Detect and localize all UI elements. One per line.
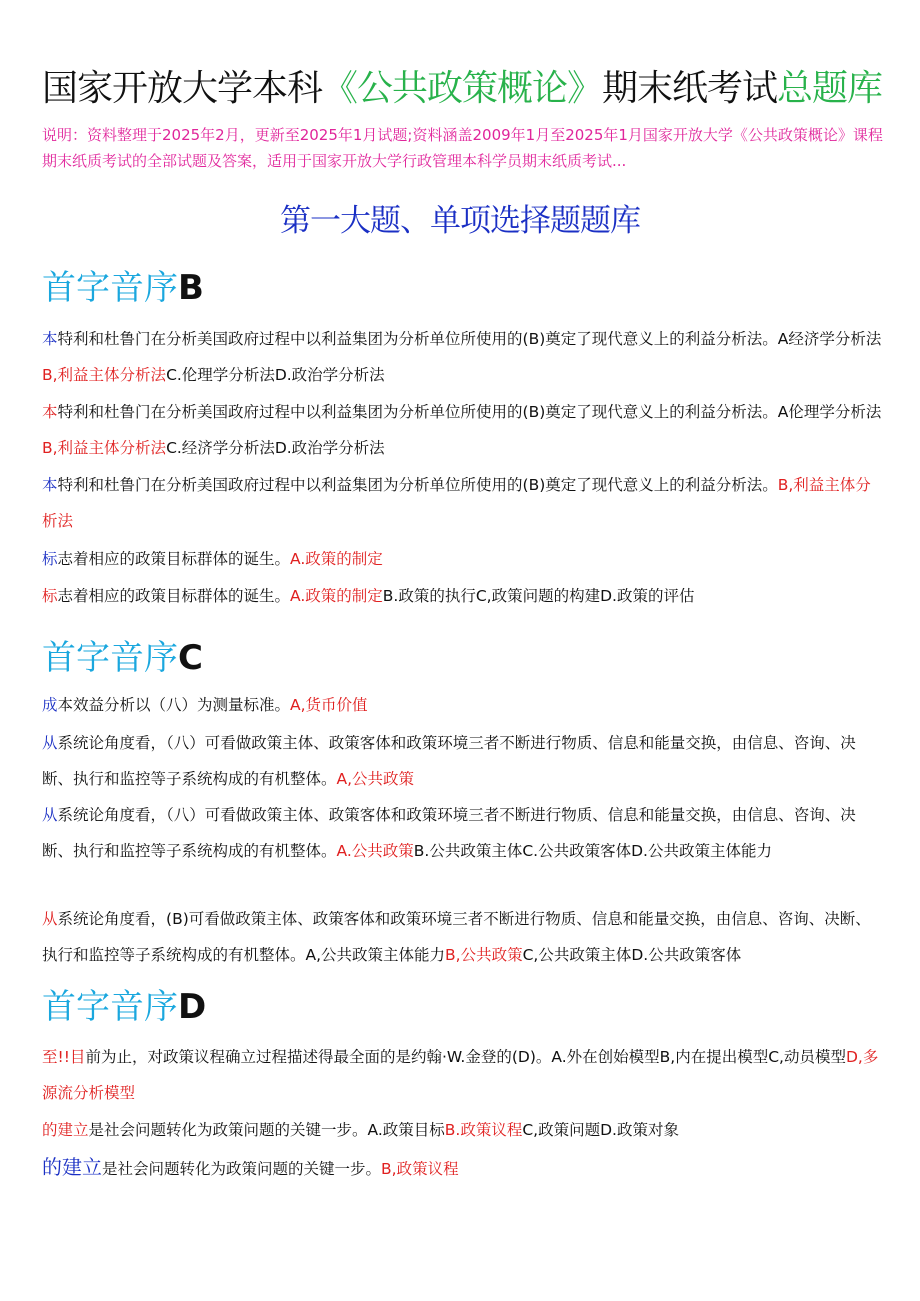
question-lead: 的建立 (42, 1121, 89, 1139)
question-text: 系统论角度看，（八）可看做政策主体、政策客体和政策环境三者不断进行物质、信息和能量交换，由信息、咨询、决断、执行和监控等子系统构成的有机整体。 (42, 734, 856, 788)
question-text: 本效益分析以（八）为测量标准。 (57, 696, 291, 714)
title-mid: 期末纸考试 (602, 68, 778, 109)
group-label: 首字音序 (42, 638, 178, 678)
question-answer: B,利益主体分析法 (42, 366, 167, 384)
question-rest: C.经济学分析法D.政治学分析法 (166, 439, 385, 457)
group-label: 首字音序 (42, 268, 178, 308)
question-item (42, 321, 882, 393)
question-answer: A,公共政策 (336, 770, 415, 788)
question-rest: C,公共政策主体D.公共政策客体 (522, 946, 742, 964)
question-answer: A.公共政策 (336, 842, 414, 860)
question-rest: B.政策的执行C,政策问题的构建D.政策的评估 (382, 587, 695, 605)
title-course: 《公共政策概论》 (322, 68, 603, 109)
group-letter: C (178, 638, 203, 678)
question-text: 是社会问题转化为政策问题的关键一步。 (102, 1160, 382, 1178)
question-item (42, 797, 882, 869)
question-item (42, 1112, 882, 1148)
question-answer: D,多源流分析模型 (42, 1048, 879, 1102)
question-item (42, 394, 882, 466)
question-rest: B.公共政策主体C.公共政策客体D.公共政策主体能力 (413, 842, 772, 860)
question-lead: 标 (42, 587, 58, 605)
question-answer: B,政策议程 (381, 1160, 459, 1178)
question-answer: B,利益主体分析法 (42, 476, 871, 530)
question-answer: A.政策的制定 (290, 550, 383, 568)
question-lead: 至!!目 (42, 1048, 86, 1066)
question-text: 特利和杜鲁门在分析美国政府过程中以利益集团为分析单位所使用的(B)奠定了现代意义上的利益分析法。A经济学分析法 (57, 330, 882, 348)
question-rest: C.伦理学分析法D.政治学分析法 (166, 366, 385, 384)
question-item (42, 901, 882, 973)
question-lead: 从 (42, 734, 58, 752)
group-heading-c (42, 636, 203, 680)
question-text: 志着相应的政策目标群体的诞生。 (57, 587, 291, 605)
question-lead: 成 (42, 696, 58, 714)
question-text: 系统论角度看，(B)可看做政策主体、政策客体和政策环境三者不断进行物质、信息和能量交换，由信息、咨询、决断、执行和监控等子系统构成的有机整体。A,公共政策主体能力 (42, 910, 871, 964)
document-title (42, 66, 902, 112)
group-letter: B (178, 268, 204, 308)
question-text: 特利和杜鲁门在分析美国政府过程中以利益集团为分析单位所使用的(B)奠定了现代意义上的利益分析法。A伦理学分析法 (57, 403, 882, 421)
description-note: 说明：资料整理于2025年2月，更新至2025年1月试题;资料涵盖2009年1月至2025年1月国家开放大学《公共政策概论》课程期末纸质考试的全部试题及答案，适用于国家开放大学行政管理本科学员期末纸质考试... (42, 126, 883, 170)
question-item (42, 541, 882, 577)
question-answer: B.政策议程 (444, 1121, 523, 1139)
question-item (42, 725, 882, 797)
question-lead: 从 (42, 806, 58, 824)
group-letter: D (178, 987, 207, 1027)
title-main: 国家开放大学本科 (42, 68, 323, 109)
question-answer: A.政策的制定 (290, 587, 383, 605)
question-text: 系统论角度看，（八）可看做政策主体、政策客体和政策环境三者不断进行物质、信息和能量交换，由信息、咨询、决断、执行和监控等子系统构成的有机整体。 (42, 806, 856, 860)
group-label: 首字音序 (42, 987, 178, 1027)
question-item (42, 467, 882, 539)
question-text: 是社会问题转化为政策问题的关键一步。A.政策目标 (88, 1121, 445, 1139)
group-heading-b (42, 266, 204, 310)
question-answer: B,利益主体分析法 (42, 439, 167, 457)
question-answer: A,货币价值 (290, 696, 368, 714)
question-item (42, 1039, 882, 1111)
question-text: 前为止，对政策议程确立过程描述得最全面的是约翰·W.金登的(D)。A.外在创始模型B,内在提出模型C,动员模型 (85, 1048, 846, 1066)
question-text: 志着相应的政策目标群体的诞生。 (57, 550, 291, 568)
question-item (42, 687, 882, 723)
question-rest: C,政策问题D.政策对象 (522, 1121, 679, 1139)
question-lead: 从 (42, 910, 58, 928)
question-item (42, 1149, 882, 1187)
group-heading-d (42, 985, 206, 1029)
question-lead: 本 (42, 403, 58, 421)
question-answer: B,公共政策 (445, 946, 523, 964)
question-item (42, 578, 882, 614)
title-end: 总题库 (777, 68, 883, 109)
question-lead: 标 (42, 550, 58, 568)
question-text: 特利和杜鲁门在分析美国政府过程中以利益集团为分析单位所使用的(B)奠定了现代意义上的利益分析法。 (57, 476, 778, 494)
section-title: 第一大题、单项选择题题库 (280, 203, 640, 239)
question-lead: 本 (42, 330, 58, 348)
question-lead: 的建立 (42, 1155, 102, 1179)
question-lead: 本 (42, 476, 58, 494)
